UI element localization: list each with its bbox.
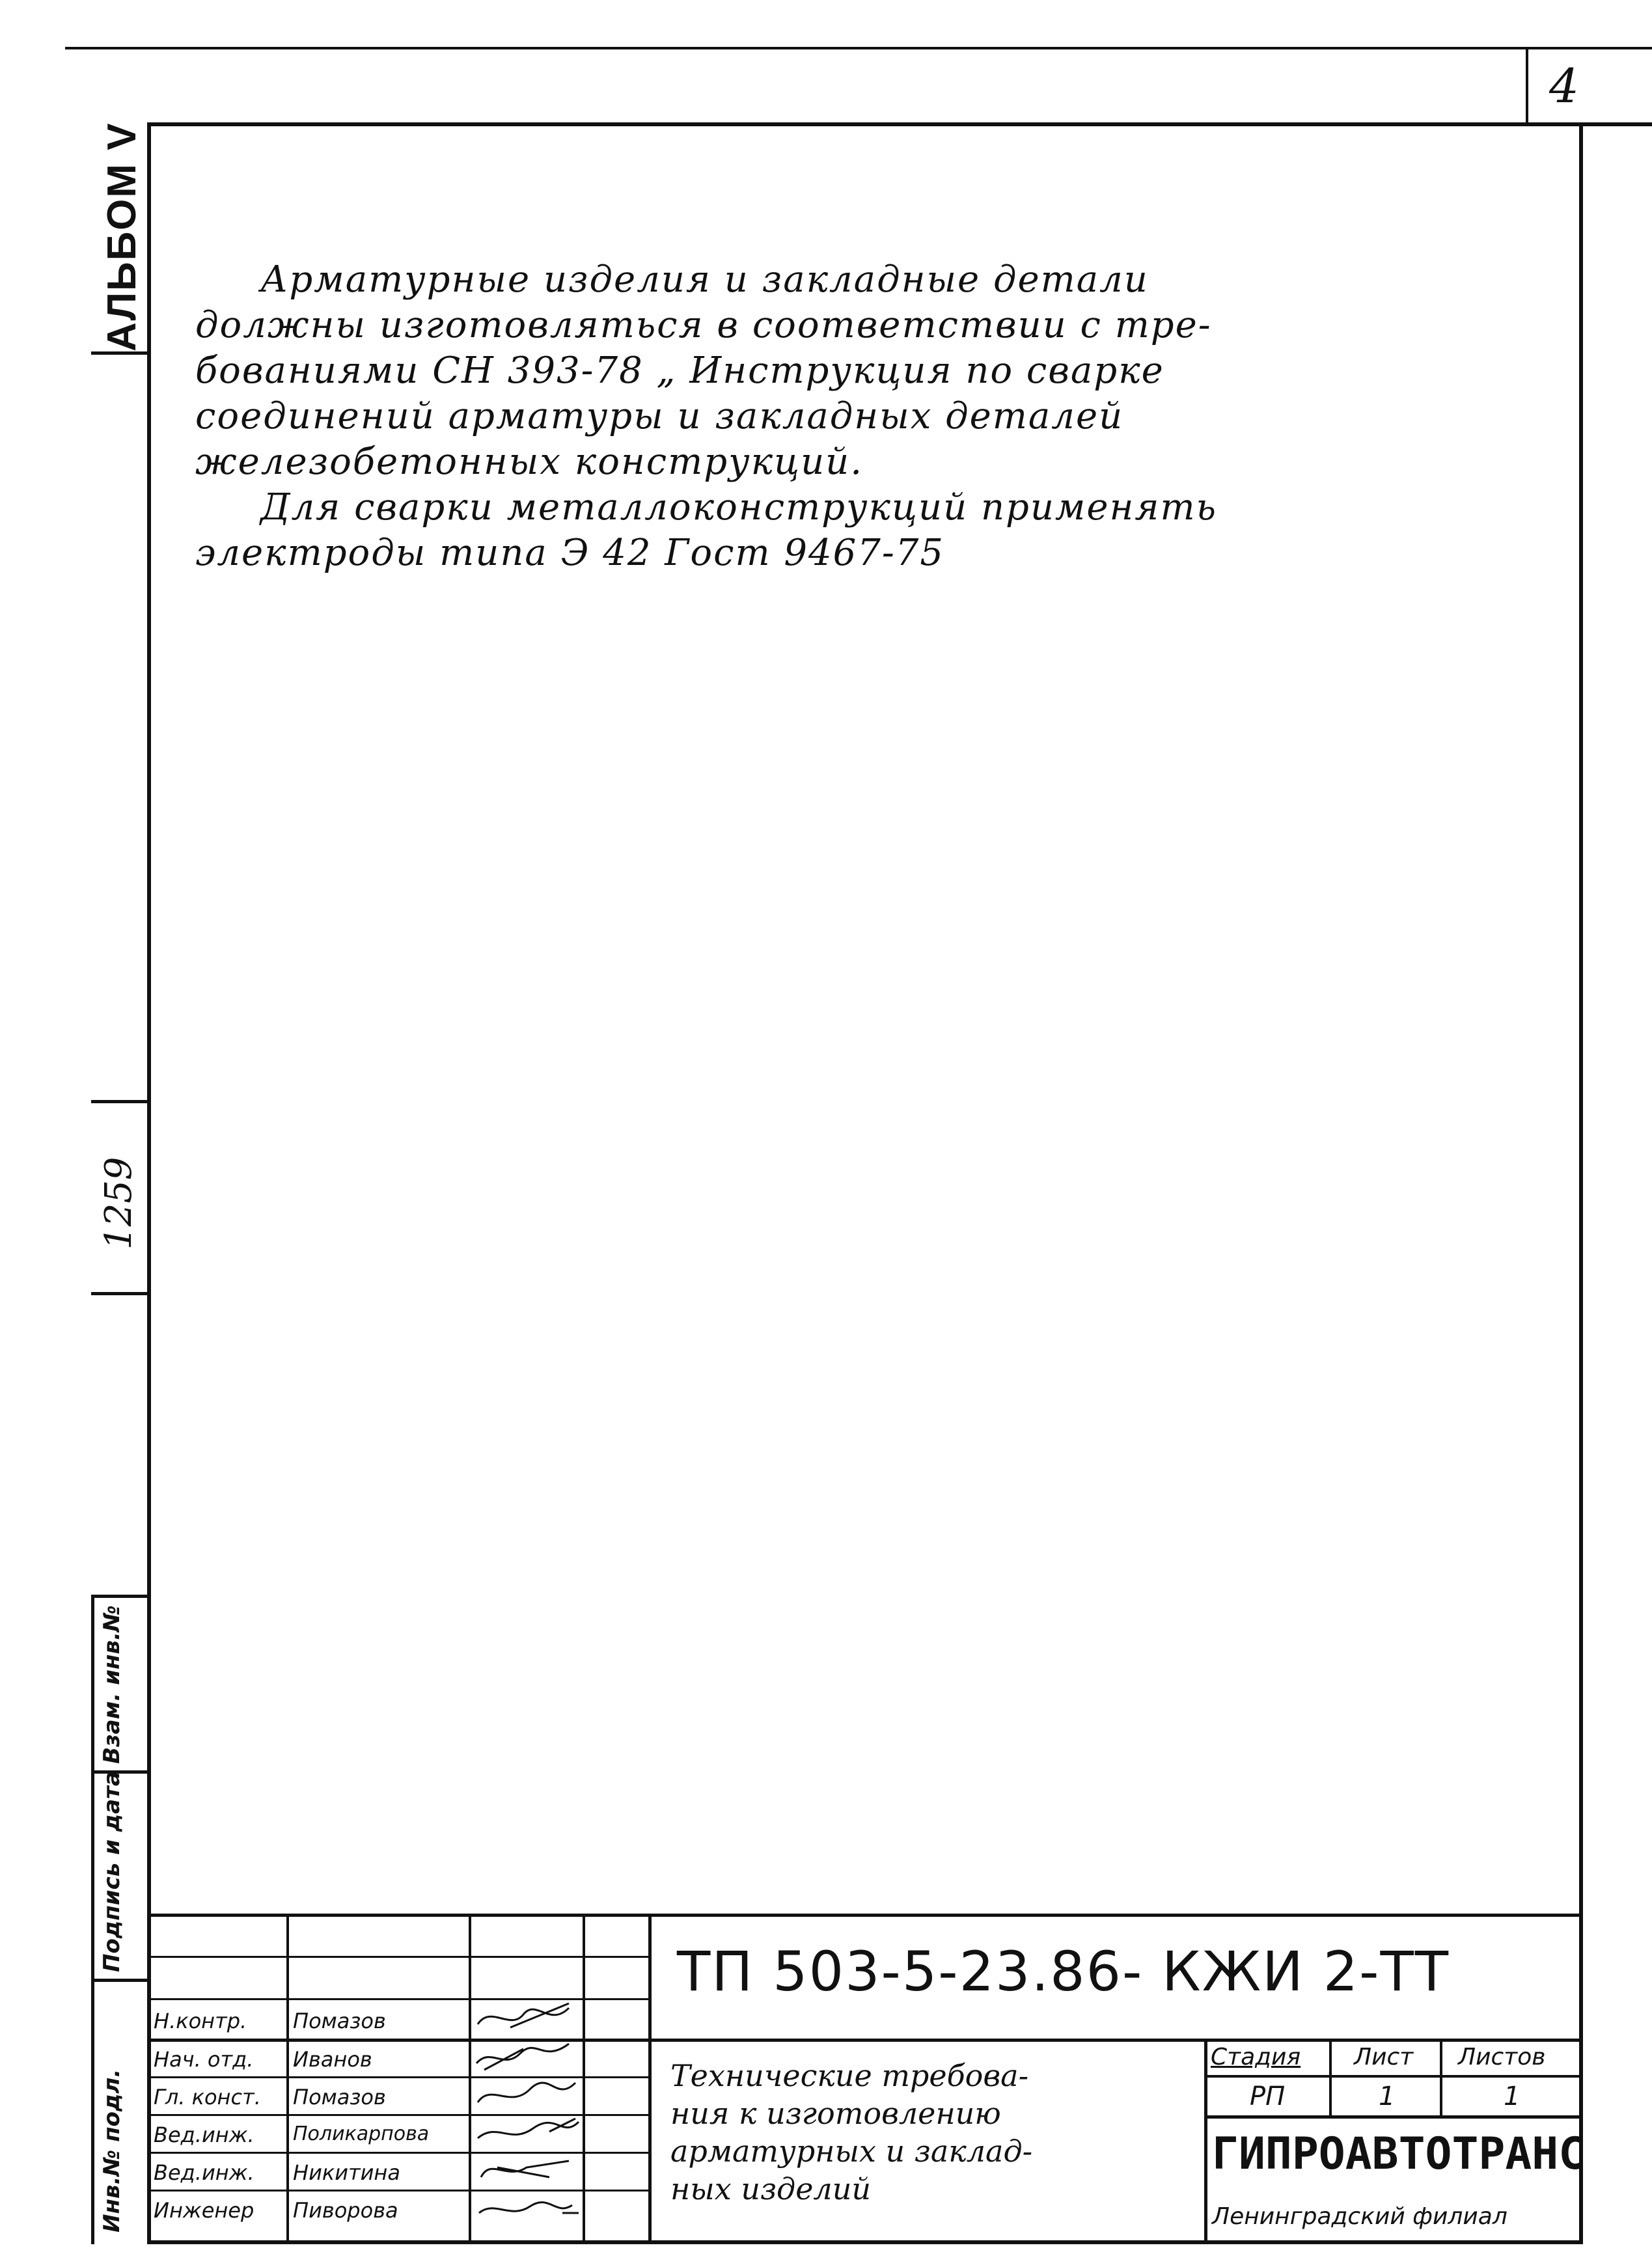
stage-table-hline	[1204, 2075, 1583, 2078]
signature-table-hline	[148, 1956, 650, 1958]
signature-table-vline-bold	[648, 1914, 652, 2242]
text-line: соединений арматуры и закладных деталей	[195, 395, 1124, 437]
side-stamp-outer-left	[91, 1595, 94, 2244]
frame-left-line	[147, 122, 151, 2244]
organization-name: ГИПРОАВТОТРАНС	[1212, 2128, 1586, 2180]
stage-table-hline	[1204, 2115, 1583, 2119]
role-label: Нач. отд.	[154, 2047, 254, 2072]
title-line: ных изделий	[670, 2171, 871, 2206]
stage-table-left	[1204, 2039, 1207, 2242]
person-name: Помазов	[293, 2085, 386, 2109]
side-stamp-inv-podl: Инв.№ подл.	[99, 2068, 125, 2233]
title-line: Технические требова-	[670, 2058, 1029, 2093]
role-label: Гл. конст.	[154, 2085, 261, 2109]
stage-header: Стадия	[1211, 2044, 1301, 2070]
text-line: бованиями СН 393-78 „ Инструкция по сварке	[195, 350, 1164, 392]
signature-6	[479, 2203, 579, 2213]
signature-2	[476, 2044, 569, 2070]
signature-table-hline-bold	[148, 2039, 1583, 2042]
title-block-top	[148, 1914, 1583, 1917]
document-title	[670, 2057, 1032, 2208]
text-line: Для сварки металлоконструкций применять	[260, 486, 1218, 529]
sheets-value: 1	[1504, 2082, 1521, 2111]
side-stamp-vzam-inv: Взам. инв.№	[99, 1605, 125, 1764]
text-line: Арматурные изделия и закладные детали	[260, 258, 1149, 301]
organization-branch: Ленинградский филиал	[1212, 2203, 1507, 2230]
top-border-line	[65, 47, 1652, 49]
frame-right-line	[1579, 122, 1583, 2244]
text-line: электроды типа Э 42 Гост 9467-75	[195, 532, 945, 574]
album-number-divider-bottom	[91, 1292, 148, 1295]
stage-table-vline	[1329, 2039, 1332, 2117]
person-name: Помазов	[293, 2009, 386, 2033]
title-line: арматурных и заклад-	[670, 2134, 1033, 2169]
signature-5	[481, 2161, 569, 2177]
document-designation: ТП 503-5-23.86- КЖИ 2-ТТ	[677, 1940, 1450, 2003]
person-name: Иванов	[293, 2047, 372, 2072]
album-number: 1259	[98, 1157, 140, 1250]
paragraph-1	[195, 257, 1465, 485]
signature-table-vline	[583, 1914, 585, 2242]
sheets-header: Листов	[1458, 2044, 1546, 2070]
text-line: должны изготовляться в соответствии с тре-	[195, 304, 1212, 346]
paragraph-2	[195, 485, 1465, 576]
stage-value: РП	[1250, 2082, 1286, 2111]
role-label: Инженер	[154, 2198, 255, 2223]
album-number-divider-top	[91, 1100, 148, 1103]
technical-notes	[195, 257, 1465, 576]
sheet-value: 1	[1379, 2082, 1396, 2111]
person-name: Никитина	[293, 2160, 400, 2185]
signature-scribbles	[471, 1998, 582, 2242]
role-label: Н.контр.	[154, 2009, 247, 2033]
signature-table-vline	[286, 1914, 289, 2242]
frame-top-line	[148, 122, 1652, 126]
role-label: Вед.инж.	[154, 2123, 255, 2147]
person-name: Пиворова	[293, 2198, 398, 2223]
text-line: железобетонных конструкций.	[195, 441, 864, 483]
album-label-divider	[91, 351, 148, 355]
page-number: 4	[1549, 59, 1579, 113]
signature-3	[478, 2083, 575, 2102]
side-stamp-podpis-data: Подпись и дата	[99, 1771, 125, 1972]
title-line: ния к изготовлению	[670, 2096, 1001, 2131]
side-stamp-top	[91, 1595, 150, 1598]
signature-4	[478, 2119, 579, 2138]
sheet-header: Лист	[1354, 2044, 1414, 2070]
frame-bottom-line	[147, 2240, 1583, 2244]
stage-table-vline	[1440, 2039, 1442, 2117]
side-stamp-divider-2	[91, 1979, 150, 1982]
signature-1	[478, 2003, 569, 2027]
album-label: АЛЬБОМ V	[100, 122, 145, 351]
person-name: Поликарпова	[293, 2123, 430, 2145]
page-number-box-left	[1526, 47, 1528, 125]
role-label: Вед.инж.	[154, 2160, 255, 2185]
